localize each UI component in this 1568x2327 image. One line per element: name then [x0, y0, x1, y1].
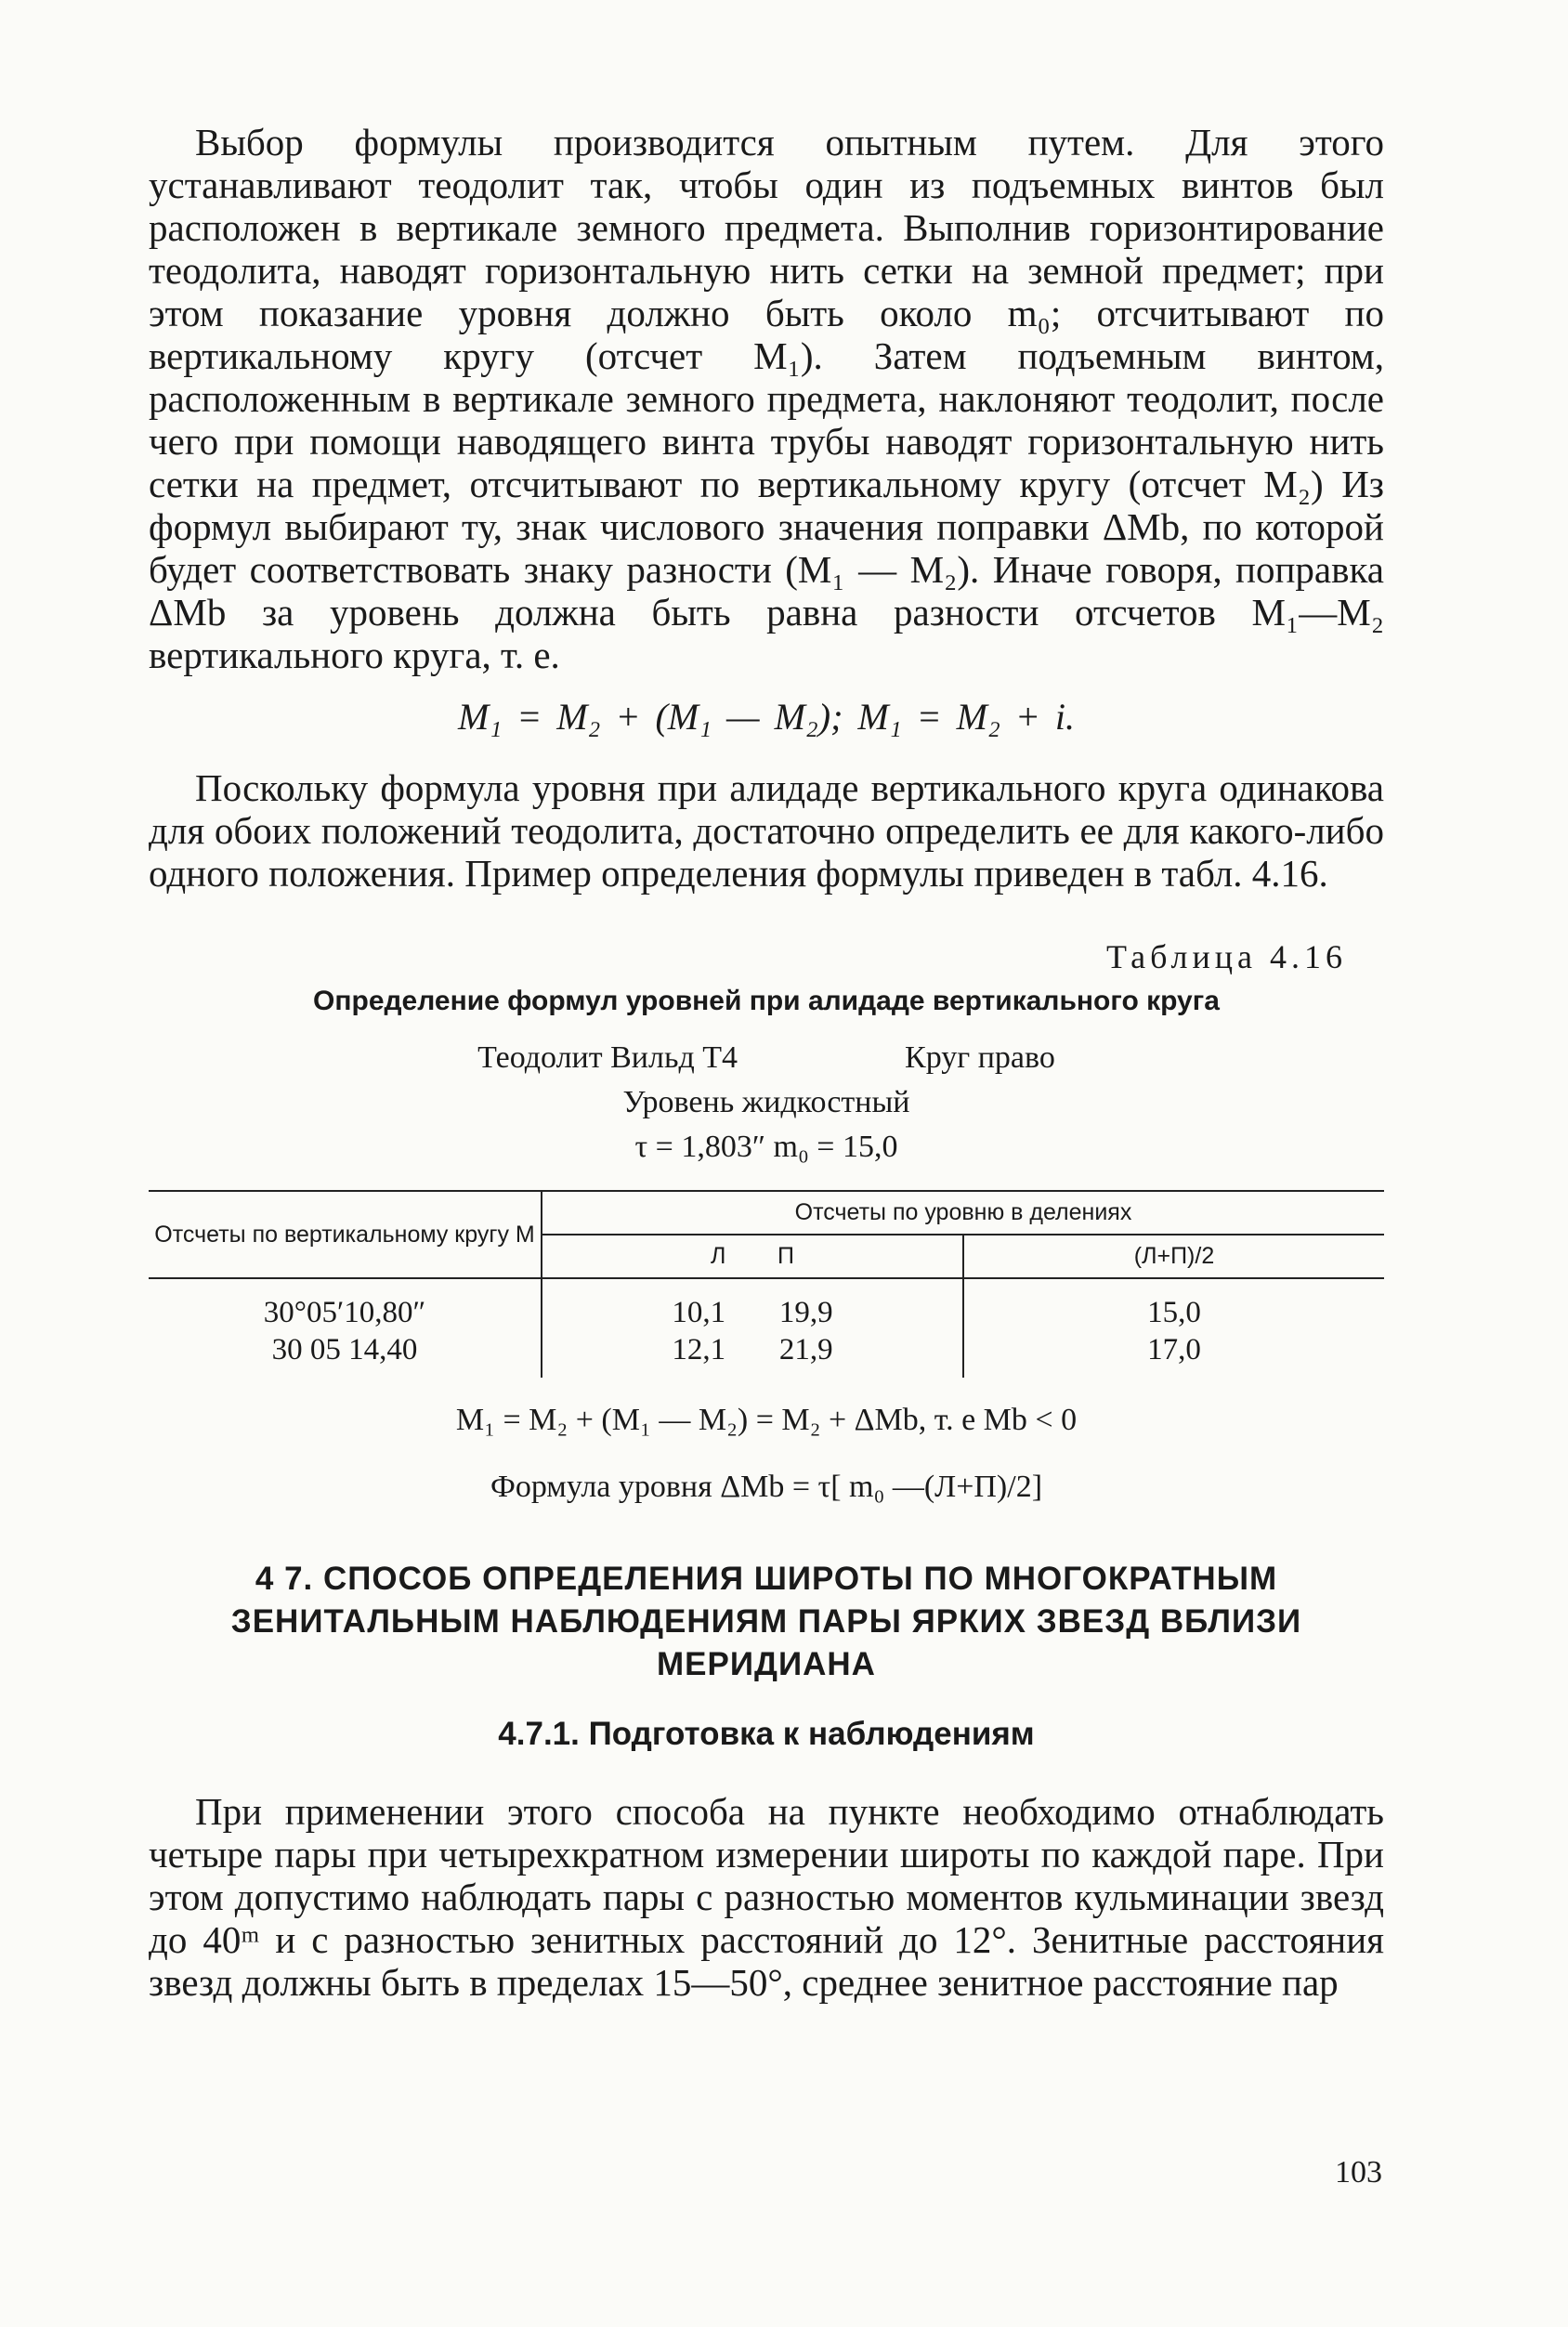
- cell-avg: 17,0: [1147, 1333, 1201, 1366]
- cell-p: 21,9: [778, 1333, 833, 1366]
- subsection-title: 4.7.1. Подготовка к наблюдениям: [498, 1716, 1035, 1752]
- table-number: Таблица 4.16: [1106, 938, 1347, 975]
- header-l: Л: [711, 1243, 726, 1269]
- theodolite-label: Теодолит Вильд Т4: [477, 1040, 738, 1075]
- table-formula-2: Формула уровня ΔMb = τ[ m₀ —(Л+П)/2]: [490, 1470, 1043, 1504]
- cell-lp: [542, 1331, 963, 1378]
- level-label: Уровень жидкостный: [622, 1085, 910, 1119]
- cell-l: 10,1: [672, 1296, 726, 1329]
- equation-m1: M₁ = M₂ + (M₁ — M₂); M₁ = M₂ + i.: [458, 696, 1075, 738]
- header-p: П: [777, 1243, 794, 1269]
- cell-l: 12,1: [672, 1333, 726, 1366]
- table-caption: Определение формул уровней при алидаде вертикального круга: [313, 986, 1220, 1016]
- table-meta: [149, 1036, 1384, 1170]
- cell-m: 30 05 14,40: [149, 1331, 542, 1378]
- page-number: 103: [1335, 2155, 1382, 2190]
- section-title: 4 7. СПОСОБ ОПРЕДЕЛЕНИЯ ШИРОТЫ ПО МНОГОКРАТНЫМ ЗЕНИТАЛЬНЫМ НАБЛЮДЕНИЯМ ПАРЫ ЯРКИХ ЗВЕЗД ВБЛИЗИ МЕРИДИАНА: [230, 1561, 1302, 1682]
- cell-p: 19,9: [778, 1296, 833, 1329]
- page-content: [149, 121, 1384, 2004]
- header-readings-circle: Отсчеты по вертикальному кругу M: [149, 1191, 542, 1278]
- cell-lp: [542, 1278, 963, 1331]
- table-formula-1: M₁ = M₂ + (M₁ — M₂) = M₂ + ΔMb, т. е Mb < 0: [455, 1403, 1078, 1437]
- paragraph-preparation: При применении этого способа на пункте необходимо отнаблюдать четыре пары при четырехкратном измерении широты по каждой паре. При этом допустимо наблюдать пары с разностью моментов кульминации звезд до 40ᵐ и с разностью зенитных расстояний до 12°. Зенитные расстояния звезд должны быть в пределах 15—50°, среднее зенитное расстояние пар: [149, 1790, 1384, 2004]
- cell-avg: 15,0: [1147, 1296, 1201, 1329]
- paragraph-level-formula: Поскольку формула уровня при алидаде вертикального круга одинакова для обоих положений теодолита, достаточно определить ее для какого-либо одного положения. Пример определения формулы приведен в табл. 4.16.: [149, 766, 1384, 895]
- header-readings-level: Отсчеты по уровню в делениях: [542, 1191, 1384, 1235]
- circle-label: Круг право: [905, 1040, 1055, 1075]
- params-label: τ = 1,803″ m₀ = 15,0: [634, 1130, 898, 1164]
- table-row: [149, 1331, 1384, 1378]
- header-avg: (Л+П)/2: [1133, 1243, 1215, 1269]
- cell-m: 30°05′10,80″: [149, 1278, 542, 1331]
- header-l-p: [542, 1235, 963, 1278]
- table-row: [149, 1278, 1384, 1331]
- observation-table: [149, 1190, 1384, 1378]
- paragraph-formula-choice: Выбор формулы производится опытным путем. Для этого устанавливают теодолит так, чтобы один из подъемных винтов был расположен в вертикале земного предмета. Выполнив горизонтирование теодолита, наводят горизонтальную нить сетки на земной предмет; при этом показание уровня должно быть около m₀; отсчитывают по вертикальному кругу (отсчет M₁). Затем подъемным винтом, расположенным в вертикале земного предмета, наклоняют теодолит, после чего при помощи наводящего винта трубы наводят горизонтальную нить сетки на предмет, отсчитывают по вертикальному кругу (отсчет M₂) Из формул выбирают ту, знак числового значения поправки ΔMb, по которой будет соответствовать знаку разности (M₁ — M₂). Иначе говоря, поправка ΔMb за уровень должна быть равна разности отсчетов M₁—M₂ вертикального круга, т. е.: [149, 121, 1384, 676]
